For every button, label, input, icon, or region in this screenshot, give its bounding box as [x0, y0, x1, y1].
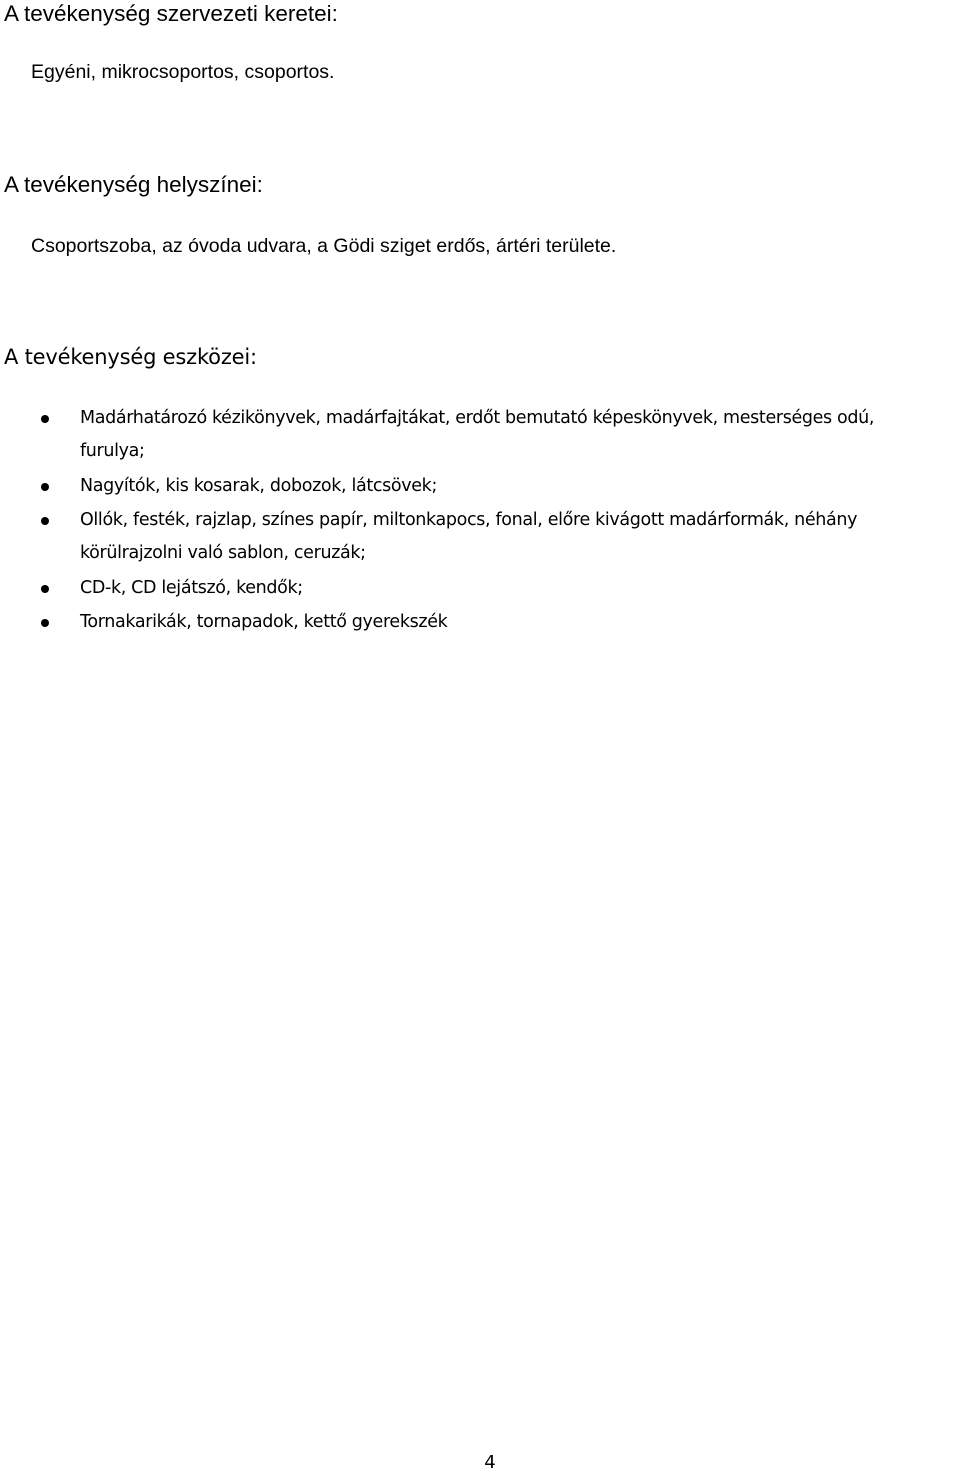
heading-organizational-frame: A tevékenység szervezeti keretei: [4, 1, 338, 26]
bullet-icon [41, 619, 49, 627]
list-item-text: CD-k, CD lejátszó, kendők; [80, 577, 303, 598]
list-item-text: Tornakarikák, tornapadok, kettő gyerekszék [80, 612, 448, 632]
list-item [0, 402, 960, 468]
bullet-icon [41, 585, 49, 593]
bullet-icon [41, 415, 49, 423]
heading-tools: A tevékenység eszközei: [4, 345, 257, 369]
page-number: 4 [484, 1452, 496, 1473]
list-item [0, 504, 960, 570]
organizational-frame-text: Egyéni, mikrocsoportos, csoportos. [31, 61, 335, 83]
list-item [0, 470, 960, 503]
list-item-text: Nagyítók, kis kosarak, dobozok, látcsövek; [80, 475, 438, 496]
list-item [0, 606, 960, 639]
bullet-icon [41, 517, 49, 525]
bullet-icon [41, 483, 49, 491]
list-item [0, 572, 960, 605]
list-item-text: Madárhatározó kézikönyvek, madárfajtákat, erdőt bemutató képeskönyvek, mesterséges odú, furulya; [80, 408, 875, 461]
locations-text: Csoportszoba, az óvoda udvara, a Gödi sziget erdős, ártéri területe. [31, 235, 617, 257]
list-item-text: Ollók, festék, rajzlap, színes papír, miltonkapocs, fonal, előre kivágott madárformák, néhány körülrajzolni való sablon, ceruzák; [80, 510, 858, 563]
heading-locations: A tevékenység helyszínei: [4, 172, 263, 197]
tools-list [0, 402, 960, 641]
